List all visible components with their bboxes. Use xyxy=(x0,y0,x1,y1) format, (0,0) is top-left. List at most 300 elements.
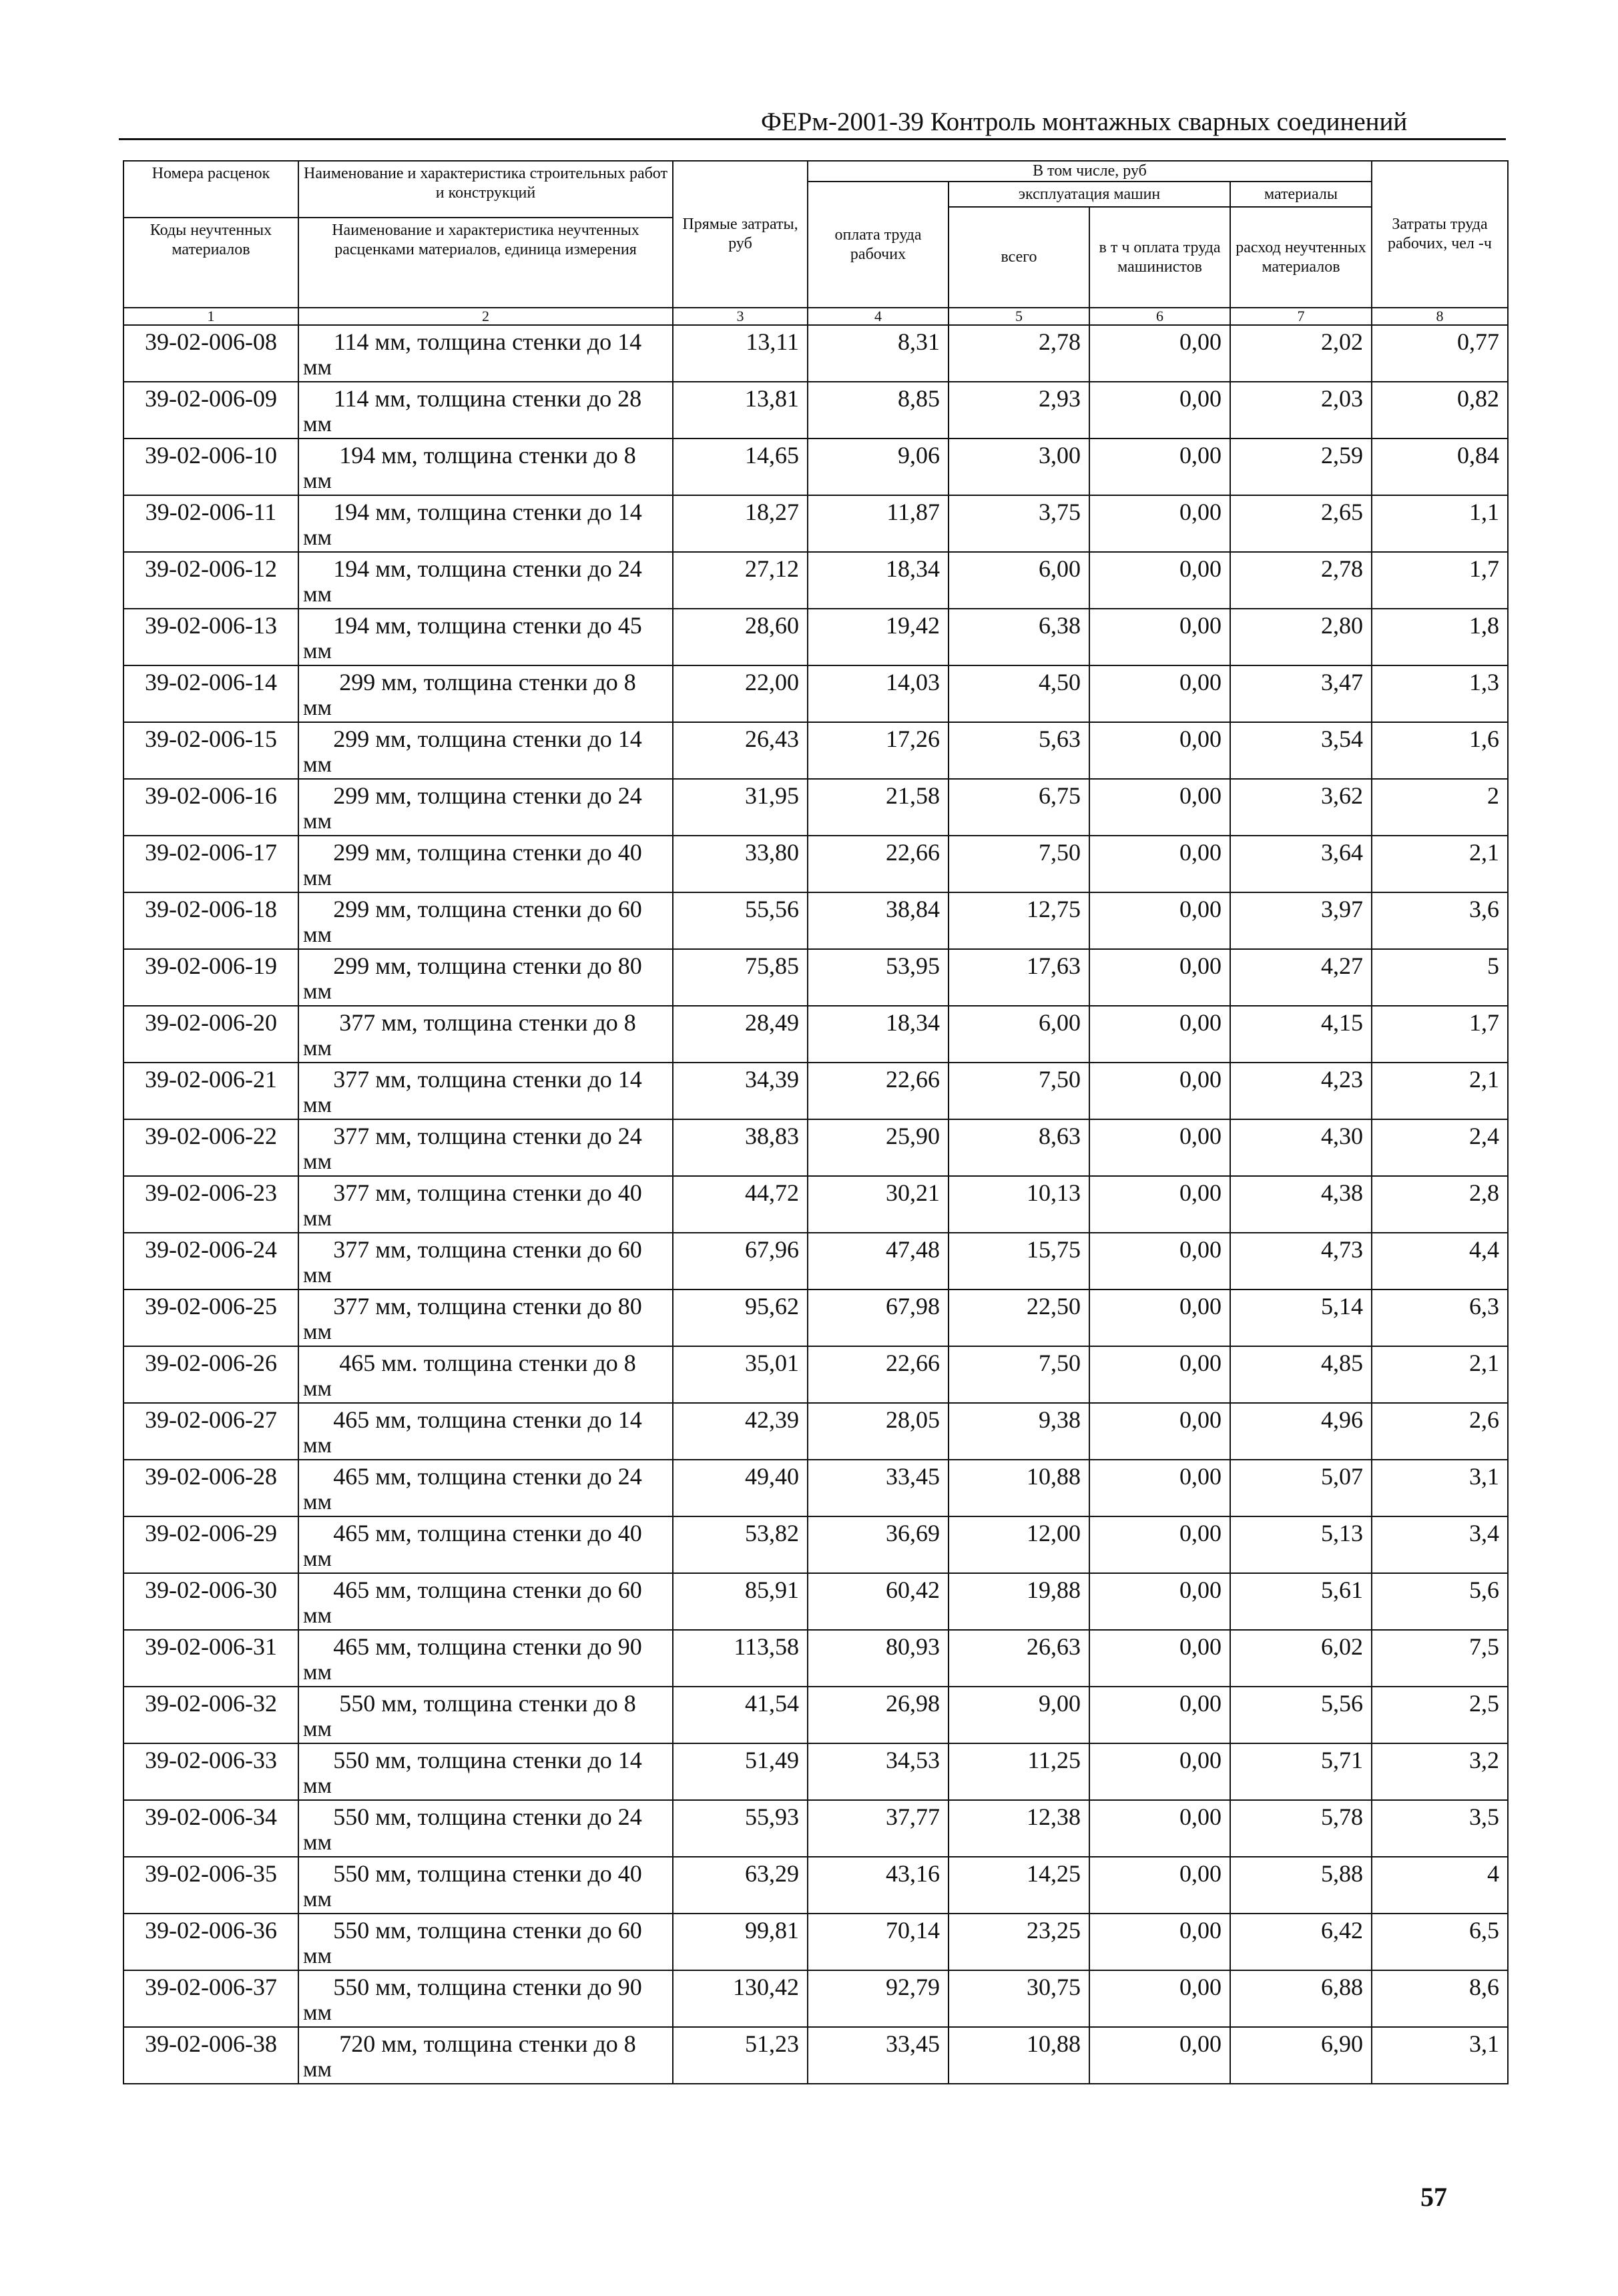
direct-costs-cell: 42,39 xyxy=(673,1403,808,1460)
operator-pay-cell: 0,00 xyxy=(1089,665,1230,722)
table-row xyxy=(123,552,1508,609)
work-description-cell xyxy=(298,439,673,495)
work-description-line: 550 мм, толщина стенки до 24 xyxy=(333,1803,642,1830)
table-row xyxy=(123,1289,1508,1346)
operator-pay-cell: 0,00 xyxy=(1089,1346,1230,1403)
labor-hours-cell: 1,7 xyxy=(1372,552,1508,609)
materials-cost-cell: 4,15 xyxy=(1230,1006,1372,1063)
work-description-cell xyxy=(298,1403,673,1460)
rate-code-cell: 39-02-006-24 xyxy=(123,1233,298,1289)
labor-hours-cell: 6,5 xyxy=(1372,1914,1508,1970)
worker-pay-cell: 18,34 xyxy=(808,1006,949,1063)
column-number: 7 xyxy=(1230,308,1372,325)
work-description-line: 299 мм, толщина стенки до 14 xyxy=(333,726,642,752)
direct-costs-cell: 13,81 xyxy=(673,382,808,439)
worker-pay-cell: 33,45 xyxy=(808,2027,949,2084)
table-row xyxy=(123,609,1508,665)
work-description-line: 194 мм, толщина стенки до 8 xyxy=(339,442,636,469)
unit-suffix: мм xyxy=(303,1093,332,1117)
machine-total-cell: 22,50 xyxy=(949,1289,1089,1346)
table-row xyxy=(123,779,1508,836)
work-description-line: 465 мм, толщина стенки до 40 xyxy=(333,1520,642,1546)
table-row xyxy=(123,836,1508,892)
page-number: 57 xyxy=(1420,2182,1447,2212)
work-description-line: 465 мм, толщина стенки до 14 xyxy=(333,1406,642,1433)
work-description-cell xyxy=(298,2027,673,2084)
unit-suffix: мм xyxy=(303,525,332,550)
work-description-line: 465 мм, толщина стенки до 90 xyxy=(333,1633,642,1660)
worker-pay-cell: 11,87 xyxy=(808,495,949,552)
unit-suffix: мм xyxy=(303,809,332,834)
table-row xyxy=(123,1460,1508,1516)
materials-cost-cell: 6,42 xyxy=(1230,1914,1372,1970)
unit-suffix: мм xyxy=(303,1490,332,1514)
work-description-line: 550 мм, толщина стенки до 14 xyxy=(333,1747,642,1773)
unit-suffix: мм xyxy=(303,2000,332,2025)
direct-costs-cell: 55,56 xyxy=(673,892,808,949)
direct-costs-cell: 51,49 xyxy=(673,1743,808,1800)
rates-table xyxy=(123,160,1509,2084)
operator-pay-cell: 0,00 xyxy=(1089,779,1230,836)
labor-hours-cell: 5 xyxy=(1372,949,1508,1006)
labor-hours-cell: 2,8 xyxy=(1372,1176,1508,1233)
materials-cost-cell: 5,88 xyxy=(1230,1857,1372,1914)
materials-cost-cell: 5,71 xyxy=(1230,1743,1372,1800)
operator-pay-cell: 0,00 xyxy=(1089,382,1230,439)
operator-pay-cell: 0,00 xyxy=(1089,1006,1230,1063)
work-description-line: 194 мм, толщина стенки до 24 xyxy=(333,555,642,582)
rate-code-cell: 39-02-006-29 xyxy=(123,1516,298,1573)
rate-code-cell: 39-02-006-18 xyxy=(123,892,298,949)
materials-cost-cell: 2,59 xyxy=(1230,439,1372,495)
work-description-cell xyxy=(298,1800,673,1857)
operator-pay-cell: 0,00 xyxy=(1089,1289,1230,1346)
unit-suffix: мм xyxy=(303,695,332,720)
materials-cost-cell: 4,73 xyxy=(1230,1233,1372,1289)
work-description-cell xyxy=(298,1630,673,1687)
machine-total-cell: 9,00 xyxy=(949,1687,1089,1743)
direct-costs-cell: 99,81 xyxy=(673,1914,808,1970)
rate-code-cell: 39-02-006-10 xyxy=(123,439,298,495)
operator-pay-cell: 0,00 xyxy=(1089,892,1230,949)
labor-hours-cell: 3,6 xyxy=(1372,892,1508,949)
labor-hours-cell: 3,2 xyxy=(1372,1743,1508,1800)
column-number: 6 xyxy=(1089,308,1230,325)
table-row xyxy=(123,1800,1508,1857)
machine-total-cell: 15,75 xyxy=(949,1233,1089,1289)
work-description-cell xyxy=(298,1687,673,1743)
operator-pay-cell: 0,00 xyxy=(1089,1233,1230,1289)
labor-hours-cell: 1,3 xyxy=(1372,665,1508,722)
unit-suffix: мм xyxy=(303,1320,332,1344)
labor-hours-cell: 3,1 xyxy=(1372,2027,1508,2084)
worker-pay-cell: 67,98 xyxy=(808,1289,949,1346)
machine-total-cell: 26,63 xyxy=(949,1630,1089,1687)
unit-suffix: мм xyxy=(303,1660,332,1685)
unit-suffix: мм xyxy=(303,1773,332,1798)
direct-costs-cell: 26,43 xyxy=(673,722,808,779)
machine-total-cell: 5,63 xyxy=(949,722,1089,779)
rate-code-cell: 39-02-006-15 xyxy=(123,722,298,779)
worker-pay-cell: 60,42 xyxy=(808,1573,949,1630)
direct-costs-cell: 13,11 xyxy=(673,325,808,382)
unit-suffix: мм xyxy=(303,752,332,777)
unit-suffix: мм xyxy=(303,1830,332,1855)
column-numbers-row xyxy=(123,308,1508,325)
worker-pay-cell: 22,66 xyxy=(808,1063,949,1119)
direct-costs-cell: 41,54 xyxy=(673,1687,808,1743)
unit-suffix: мм xyxy=(303,1603,332,1628)
table-header xyxy=(123,161,1508,325)
table-row xyxy=(123,1573,1508,1630)
direct-costs-cell: 51,23 xyxy=(673,2027,808,2084)
machine-total-cell: 4,50 xyxy=(949,665,1089,722)
unit-suffix: мм xyxy=(303,1717,332,1741)
work-description-line: 299 мм, толщина стенки до 24 xyxy=(333,782,642,809)
direct-costs-cell: 113,58 xyxy=(673,1630,808,1687)
labor-hours-cell: 2,5 xyxy=(1372,1687,1508,1743)
direct-costs-cell: 31,95 xyxy=(673,779,808,836)
materials-cost-cell: 4,85 xyxy=(1230,1346,1372,1403)
unit-suffix: мм xyxy=(303,1263,332,1287)
worker-pay-cell: 22,66 xyxy=(808,836,949,892)
header-material-name: Наименование и характеристика неучтенных расценками материалов, единица измерения xyxy=(298,218,673,308)
rate-code-cell: 39-02-006-37 xyxy=(123,1970,298,2027)
materials-cost-cell: 2,02 xyxy=(1230,325,1372,382)
column-number: 5 xyxy=(949,308,1089,325)
machine-total-cell: 6,00 xyxy=(949,1006,1089,1063)
work-description-line: 299 мм, толщина стенки до 80 xyxy=(333,952,642,979)
work-description-cell xyxy=(298,1119,673,1176)
machine-total-cell: 23,25 xyxy=(949,1914,1089,1970)
labor-hours-cell: 2,6 xyxy=(1372,1403,1508,1460)
unit-suffix: мм xyxy=(303,412,332,437)
header-rule xyxy=(119,138,1506,140)
table-row xyxy=(123,1346,1508,1403)
machine-total-cell: 6,75 xyxy=(949,779,1089,836)
work-description-cell xyxy=(298,836,673,892)
work-description-cell xyxy=(298,1233,673,1289)
operator-pay-cell: 0,00 xyxy=(1089,1970,1230,2027)
work-description-cell xyxy=(298,1346,673,1403)
rate-code-cell: 39-02-006-14 xyxy=(123,665,298,722)
unit-suffix: мм xyxy=(303,639,332,663)
unit-suffix: мм xyxy=(303,866,332,890)
materials-cost-cell: 4,38 xyxy=(1230,1176,1372,1233)
work-description-cell xyxy=(298,1914,673,1970)
labor-hours-cell: 1,1 xyxy=(1372,495,1508,552)
operator-pay-cell: 0,00 xyxy=(1089,1119,1230,1176)
worker-pay-cell: 37,77 xyxy=(808,1800,949,1857)
unit-suffix: мм xyxy=(303,355,332,380)
work-description-line: 377 мм, толщина стенки до 14 xyxy=(333,1066,642,1093)
labor-hours-cell: 3,5 xyxy=(1372,1800,1508,1857)
operator-pay-cell: 0,00 xyxy=(1089,1063,1230,1119)
labor-hours-cell: 2,1 xyxy=(1372,1063,1508,1119)
direct-costs-cell: 53,82 xyxy=(673,1516,808,1573)
machine-total-cell: 6,00 xyxy=(949,552,1089,609)
rate-code-cell: 39-02-006-25 xyxy=(123,1289,298,1346)
machine-total-cell: 9,38 xyxy=(949,1403,1089,1460)
labor-hours-cell: 3,1 xyxy=(1372,1460,1508,1516)
worker-pay-cell: 92,79 xyxy=(808,1970,949,2027)
work-description-line: 550 мм, толщина стенки до 60 xyxy=(333,1917,642,1944)
direct-costs-cell: 35,01 xyxy=(673,1346,808,1403)
materials-cost-cell: 3,97 xyxy=(1230,892,1372,949)
work-description-line: 194 мм, толщина стенки до 14 xyxy=(333,499,642,525)
column-number: 2 xyxy=(298,308,673,325)
materials-cost-cell: 5,61 xyxy=(1230,1573,1372,1630)
unit-suffix: мм xyxy=(303,1887,332,1912)
materials-cost-cell: 2,03 xyxy=(1230,382,1372,439)
table-row xyxy=(123,722,1508,779)
rate-code-cell: 39-02-006-16 xyxy=(123,779,298,836)
materials-cost-cell: 6,88 xyxy=(1230,1970,1372,2027)
operator-pay-cell: 0,00 xyxy=(1089,1630,1230,1687)
table-row xyxy=(123,892,1508,949)
header-rate-numbers: Номера расценок xyxy=(123,161,298,218)
work-description-line: 114 мм, толщина стенки до 14 xyxy=(333,328,642,355)
labor-hours-cell: 4 xyxy=(1372,1857,1508,1914)
materials-cost-cell: 5,14 xyxy=(1230,1289,1372,1346)
direct-costs-cell: 85,91 xyxy=(673,1573,808,1630)
operator-pay-cell: 0,00 xyxy=(1089,1743,1230,1800)
operator-pay-cell: 0,00 xyxy=(1089,2027,1230,2084)
materials-cost-cell: 4,27 xyxy=(1230,949,1372,1006)
labor-hours-cell: 0,77 xyxy=(1372,325,1508,382)
materials-cost-cell: 5,78 xyxy=(1230,1800,1372,1857)
worker-pay-cell: 22,66 xyxy=(808,1346,949,1403)
page-header: ФЕРм-2001-39 Контроль монтажных сварных соединений xyxy=(761,107,1408,136)
header-machine-operation: эксплуатация машин xyxy=(949,182,1230,207)
operator-pay-cell: 0,00 xyxy=(1089,1516,1230,1573)
rate-code-cell: 39-02-006-11 xyxy=(123,495,298,552)
rate-code-cell: 39-02-006-08 xyxy=(123,325,298,382)
labor-hours-cell: 1,7 xyxy=(1372,1006,1508,1063)
worker-pay-cell: 47,48 xyxy=(808,1233,949,1289)
worker-pay-cell: 8,31 xyxy=(808,325,949,382)
worker-pay-cell: 70,14 xyxy=(808,1914,949,1970)
worker-pay-cell: 18,34 xyxy=(808,552,949,609)
worker-pay-cell: 43,16 xyxy=(808,1857,949,1914)
machine-total-cell: 14,25 xyxy=(949,1857,1089,1914)
labor-hours-cell: 4,4 xyxy=(1372,1233,1508,1289)
work-description-line: 465 мм, толщина стенки до 60 xyxy=(333,1576,642,1603)
materials-cost-cell: 2,80 xyxy=(1230,609,1372,665)
work-description-cell xyxy=(298,892,673,949)
header-operator-pay: в т ч оплата труда машинистов xyxy=(1089,207,1230,308)
machine-total-cell: 6,38 xyxy=(949,609,1089,665)
table-row xyxy=(123,2027,1508,2084)
operator-pay-cell: 0,00 xyxy=(1089,949,1230,1006)
rate-code-cell: 39-02-006-26 xyxy=(123,1346,298,1403)
rate-code-cell: 39-02-006-20 xyxy=(123,1006,298,1063)
work-description-cell xyxy=(298,665,673,722)
direct-costs-cell: 14,65 xyxy=(673,439,808,495)
direct-costs-cell: 38,83 xyxy=(673,1119,808,1176)
work-description-line: 377 мм, толщина стенки до 40 xyxy=(333,1179,642,1206)
direct-costs-cell: 28,49 xyxy=(673,1006,808,1063)
worker-pay-cell: 80,93 xyxy=(808,1630,949,1687)
header-direct-costs: Прямые затраты, руб xyxy=(673,161,808,308)
labor-hours-cell: 0,82 xyxy=(1372,382,1508,439)
direct-costs-cell: 67,96 xyxy=(673,1233,808,1289)
rate-code-cell: 39-02-006-30 xyxy=(123,1573,298,1630)
machine-total-cell: 11,25 xyxy=(949,1743,1089,1800)
machine-total-cell: 19,88 xyxy=(949,1573,1089,1630)
table-row xyxy=(123,665,1508,722)
worker-pay-cell: 9,06 xyxy=(808,439,949,495)
labor-hours-cell: 1,6 xyxy=(1372,722,1508,779)
operator-pay-cell: 0,00 xyxy=(1089,1460,1230,1516)
materials-cost-cell: 4,30 xyxy=(1230,1119,1372,1176)
materials-cost-cell: 3,47 xyxy=(1230,665,1372,722)
machine-total-cell: 12,38 xyxy=(949,1800,1089,1857)
rate-code-cell: 39-02-006-13 xyxy=(123,609,298,665)
rate-code-cell: 39-02-006-35 xyxy=(123,1857,298,1914)
table-row xyxy=(123,439,1508,495)
work-description-line: 550 мм, толщина стенки до 90 xyxy=(333,1974,642,2000)
operator-pay-cell: 0,00 xyxy=(1089,1176,1230,1233)
rate-code-cell: 39-02-006-34 xyxy=(123,1800,298,1857)
materials-cost-cell: 5,07 xyxy=(1230,1460,1372,1516)
materials-cost-cell: 3,54 xyxy=(1230,722,1372,779)
machine-total-cell: 12,00 xyxy=(949,1516,1089,1573)
labor-hours-cell: 0,84 xyxy=(1372,439,1508,495)
materials-cost-cell: 2,78 xyxy=(1230,552,1372,609)
work-description-cell xyxy=(298,609,673,665)
table-row xyxy=(123,1687,1508,1743)
header-work-name: Наименование и характеристика строительных работ и конструкций xyxy=(298,161,673,218)
worker-pay-cell: 8,85 xyxy=(808,382,949,439)
table-row xyxy=(123,1630,1508,1687)
table-row xyxy=(123,382,1508,439)
operator-pay-cell: 0,00 xyxy=(1089,722,1230,779)
unit-suffix: мм xyxy=(303,582,332,607)
header-worker-pay: оплата труда рабочих xyxy=(808,182,949,308)
machine-total-cell: 30,75 xyxy=(949,1970,1089,2027)
materials-cost-cell: 4,23 xyxy=(1230,1063,1372,1119)
unit-suffix: мм xyxy=(303,979,332,1004)
worker-pay-cell: 25,90 xyxy=(808,1119,949,1176)
column-number: 3 xyxy=(673,308,808,325)
direct-costs-cell: 34,39 xyxy=(673,1063,808,1119)
table-body xyxy=(123,325,1508,2084)
header-material-codes: Коды неучтенных материалов xyxy=(123,218,298,308)
table-row xyxy=(123,1857,1508,1914)
labor-hours-cell: 2,4 xyxy=(1372,1119,1508,1176)
operator-pay-cell: 0,00 xyxy=(1089,1800,1230,1857)
direct-costs-cell: 49,40 xyxy=(673,1460,808,1516)
machine-total-cell: 2,78 xyxy=(949,325,1089,382)
rate-code-cell: 39-02-006-38 xyxy=(123,2027,298,2084)
work-description-cell xyxy=(298,1516,673,1573)
rate-code-cell: 39-02-006-22 xyxy=(123,1119,298,1176)
labor-hours-cell: 2 xyxy=(1372,779,1508,836)
labor-hours-cell: 6,3 xyxy=(1372,1289,1508,1346)
table-row xyxy=(123,1063,1508,1119)
operator-pay-cell: 0,00 xyxy=(1089,1573,1230,1630)
work-description-line: 299 мм, толщина стенки до 8 xyxy=(339,669,636,695)
unit-suffix: мм xyxy=(303,1149,332,1174)
work-description-line: 114 мм, толщина стенки до 28 xyxy=(333,385,642,412)
work-description-line: 377 мм, толщина стенки до 24 xyxy=(333,1123,642,1149)
worker-pay-cell: 38,84 xyxy=(808,892,949,949)
machine-total-cell: 10,88 xyxy=(949,2027,1089,2084)
direct-costs-cell: 95,62 xyxy=(673,1289,808,1346)
rate-code-cell: 39-02-006-17 xyxy=(123,836,298,892)
work-description-cell xyxy=(298,552,673,609)
table-row xyxy=(123,1176,1508,1233)
header-unaccounted-materials: расход неучтенных материалов xyxy=(1230,207,1372,308)
work-description-cell xyxy=(298,1743,673,1800)
table-row xyxy=(123,1970,1508,2027)
column-number: 8 xyxy=(1372,308,1508,325)
labor-hours-cell: 2,1 xyxy=(1372,1346,1508,1403)
direct-costs-cell: 44,72 xyxy=(673,1176,808,1233)
work-description-line: 465 мм, толщина стенки до 24 xyxy=(333,1463,642,1490)
materials-cost-cell: 3,62 xyxy=(1230,779,1372,836)
column-number: 4 xyxy=(808,308,949,325)
worker-pay-cell: 36,69 xyxy=(808,1516,949,1573)
machine-total-cell: 2,93 xyxy=(949,382,1089,439)
rate-code-cell: 39-02-006-23 xyxy=(123,1176,298,1233)
operator-pay-cell: 0,00 xyxy=(1089,325,1230,382)
worker-pay-cell: 14,03 xyxy=(808,665,949,722)
work-description-line: 377 мм, толщина стенки до 60 xyxy=(333,1236,642,1263)
machine-total-cell: 8,63 xyxy=(949,1119,1089,1176)
work-description-cell xyxy=(298,1176,673,1233)
rate-code-cell: 39-02-006-36 xyxy=(123,1914,298,1970)
materials-cost-cell: 5,13 xyxy=(1230,1516,1372,1573)
operator-pay-cell: 0,00 xyxy=(1089,1914,1230,1970)
table-row xyxy=(123,1403,1508,1460)
work-description-cell xyxy=(298,1006,673,1063)
materials-cost-cell: 3,64 xyxy=(1230,836,1372,892)
table-row xyxy=(123,1743,1508,1800)
unit-suffix: мм xyxy=(303,469,332,493)
materials-cost-cell: 6,02 xyxy=(1230,1630,1372,1687)
rate-code-cell: 39-02-006-21 xyxy=(123,1063,298,1119)
operator-pay-cell: 0,00 xyxy=(1089,1687,1230,1743)
work-description-cell xyxy=(298,722,673,779)
direct-costs-cell: 28,60 xyxy=(673,609,808,665)
worker-pay-cell: 33,45 xyxy=(808,1460,949,1516)
labor-hours-cell: 3,4 xyxy=(1372,1516,1508,1573)
work-description-cell xyxy=(298,1063,673,1119)
work-description-line: 550 мм, толщина стенки до 8 xyxy=(339,1690,636,1717)
worker-pay-cell: 21,58 xyxy=(808,779,949,836)
rate-code-cell: 39-02-006-19 xyxy=(123,949,298,1006)
header-materials: материалы xyxy=(1230,182,1372,207)
direct-costs-cell: 63,29 xyxy=(673,1857,808,1914)
operator-pay-cell: 0,00 xyxy=(1089,1403,1230,1460)
rate-code-cell: 39-02-006-32 xyxy=(123,1687,298,1743)
work-description-cell xyxy=(298,1857,673,1914)
materials-cost-cell: 5,56 xyxy=(1230,1687,1372,1743)
machine-total-cell: 17,63 xyxy=(949,949,1089,1006)
work-description-line: 299 мм, толщина стенки до 60 xyxy=(333,896,642,922)
operator-pay-cell: 0,00 xyxy=(1089,1857,1230,1914)
operator-pay-cell: 0,00 xyxy=(1089,836,1230,892)
machine-total-cell: 7,50 xyxy=(949,836,1089,892)
labor-hours-cell: 5,6 xyxy=(1372,1573,1508,1630)
machine-total-cell: 7,50 xyxy=(949,1346,1089,1403)
materials-cost-cell: 6,90 xyxy=(1230,2027,1372,2084)
rate-code-cell: 39-02-006-28 xyxy=(123,1460,298,1516)
rate-code-cell: 39-02-006-33 xyxy=(123,1743,298,1800)
rate-code-cell: 39-02-006-09 xyxy=(123,382,298,439)
